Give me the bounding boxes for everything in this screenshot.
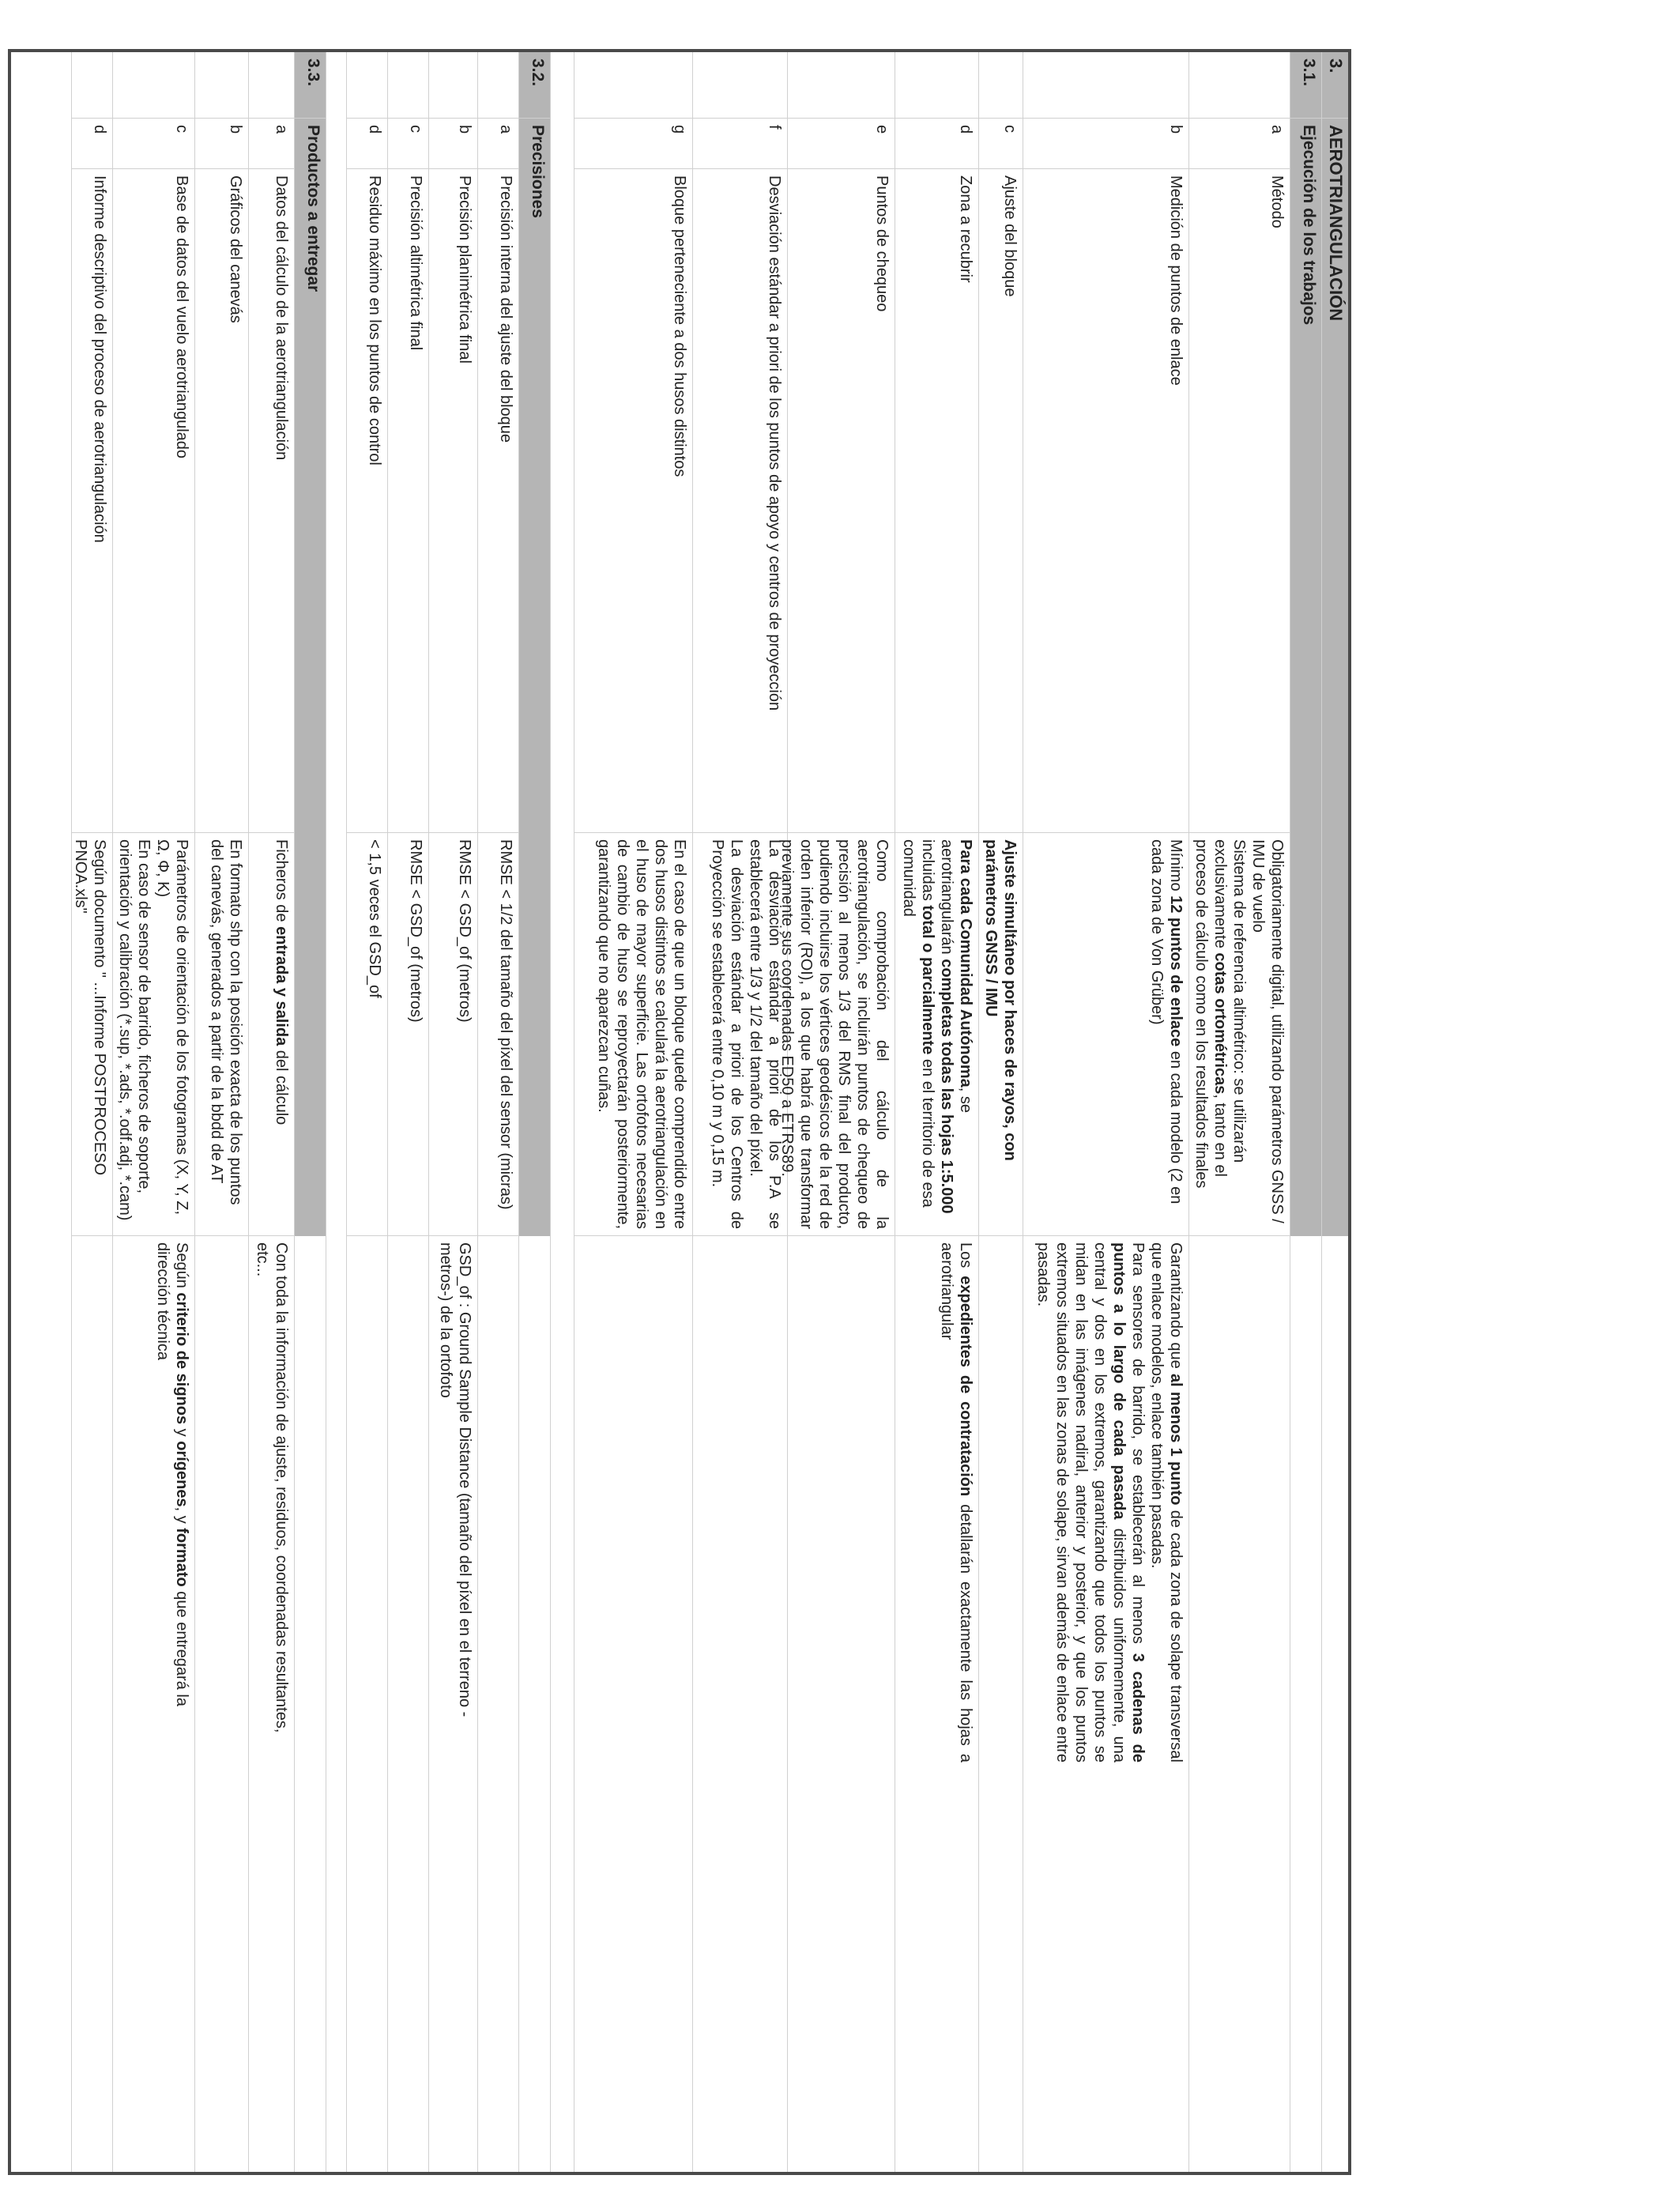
table-row (194, 52, 248, 2172)
table-row (1023, 52, 1188, 2172)
row-label: Residuo máximo en los puntos de control (347, 169, 387, 833)
spacer-row (550, 52, 574, 2172)
row-letter: b (1023, 119, 1188, 169)
table-row (895, 52, 978, 2172)
row-label: Método (1189, 169, 1290, 833)
row-spec: Como comprobación del cálculo de la aerotriangulación, se incluirán puntos de chequeo de precisión al menos 1/3 del RMS final del producto, pudiendo incluirse los vértices geodésicos de la red de orden inferior (ROI), a los que habrá que transformar previamente sus coordenadas ED50 a ETRS89. (788, 833, 895, 1236)
row-note (347, 1236, 387, 1769)
table-row (477, 52, 518, 2172)
row-note (574, 1236, 692, 1769)
row-letter: c (113, 119, 194, 169)
row-note (478, 1236, 518, 1769)
row-label: Desviación estándar a priori de los puntos de apoyo y centros de proyección (693, 169, 787, 833)
table-row (346, 52, 387, 2172)
row-spec: Para cada Comunidad Autónoma, se aerotriangularán completas todas las hojas 1:5.000 incluidas total o parcialmente en el territorio de esa comunidad (895, 833, 978, 1236)
group-header-row (294, 52, 326, 2172)
row-spec: En formato shp con la posición exacta de los puntos del canevás, generados a partir de la bbdd de AT (195, 833, 248, 1236)
row-letter: d (72, 119, 112, 169)
row-letter: g (574, 119, 692, 169)
table-row (978, 52, 1023, 2172)
row-spec: Según documento " ...Informe POSTPROCESO PNOA.xls" (72, 833, 112, 1236)
row-spec: Ajuste simultáneo por haces de rayos, con parámetros GNSS / IMU (979, 833, 1023, 1236)
group-number: 3.1. (1290, 52, 1321, 119)
row-spec: La desviación estándar a priori de los P.A se establecerá entre 1/3 y 1/2 del tamaño del píxel. La desviación estándar a priori de los Centros de Proyección se establecerá entre 0,10 m y 0,15 m. (693, 833, 787, 1236)
row-label: Bloque perteneciente a dos husos distintos (574, 169, 692, 833)
row-label: Gráficos del canevás (195, 169, 248, 833)
row-letter: b (195, 119, 248, 169)
group-number: 3.3. (295, 52, 326, 119)
row-label: Informe descriptivo del proceso de aerotriangulación (72, 169, 112, 833)
row-label: Precisión planimétrica final (429, 169, 477, 833)
row-note (72, 1236, 112, 1769)
row-note: GSD_of : Ground Sample Distance (tamaño del píxel en el terreno -metros-) de la ortofoto (437, 1242, 473, 1717)
row-spec: Obligatoriamente digital, utilizando parámetros GNSS / IMU de vuelo Sistema de referencia altimétrico: se utilizarán exclusivamente cotas ortométricas, tanto en el proceso de cálculo como en los resultados finales (1189, 833, 1290, 1236)
group-title: Ejecución de los trabajos (1290, 119, 1321, 1236)
group-number: 3.2. (519, 52, 550, 119)
group-title: Productos a entregar (295, 119, 326, 1236)
row-label: Puntos de chequeo (788, 169, 895, 833)
row-letter: f (693, 119, 787, 169)
row-letter: e (788, 119, 895, 169)
row-letter: a (478, 119, 518, 169)
row-spec: Parámetros de orientación de los fotogramas (X, Y, Z, Ω, Φ, K) En caso de sensor de barrido, ficheros de soporte, orientación y calibración (*.sup, *.ads, *.odf.adj, *.cam) (113, 833, 194, 1236)
table-row (387, 52, 428, 2172)
row-spec: RMSE < GSD_of (metros) (429, 833, 477, 1236)
row-note: Garantizando que al menos 1 punto de cada zona de solape transversal que enlace modelos, enlace también pasadas. Para sensores de barrido, se establecerán al menos 3 cadenas de puntos a lo largo de cada pasada distribuidos uniformemente, una central y dos en los extremos, garantizando que todos los puntos se midan en las imágenes nadiral, anterior y posterior, y que los puntos extremos situados en las zonas de solape, sirvan además de enlace entre pasadas. (1034, 1242, 1185, 1763)
row-letter: d (347, 119, 387, 169)
table-row (574, 52, 692, 2172)
row-label: Datos del cálculo de la aerotriangulación (249, 169, 294, 833)
row-spec: En el caso de que un bloque quede comprendido entre dos husos distintos se calculará la aerotriangulación en el huso de mayor superficie. Las ortofotos necesarias de cambio de huso se reproyectarán posteriormente, garantizando que no aparezcan cuñas. (574, 833, 692, 1236)
row-note: Los expedientes de contratación detallarán exactamente las hojas a aerotriangular (938, 1242, 974, 1763)
row-spec: Ficheros de entrada y salida del cálculo (249, 833, 294, 1236)
table-row (428, 52, 477, 2172)
row-note (388, 1236, 428, 1769)
row-label: Zona a recubrir (895, 169, 978, 833)
row-note (979, 1236, 1023, 1769)
table-row (112, 52, 194, 2172)
table-row (778, 52, 895, 2172)
row-label: Ajuste del bloque (979, 169, 1023, 833)
group-header-row (1290, 52, 1321, 2172)
group-title: Precisiones (519, 119, 550, 1236)
row-letter: a (249, 119, 294, 169)
row-letter: c (388, 119, 428, 169)
row-note: Según criterio de signos y orígenes, y formato que entregará la dirección técnica (154, 1242, 190, 1706)
section-number: 3. (1322, 52, 1348, 119)
table-row (692, 52, 787, 2172)
group-header-row (518, 52, 550, 2172)
row-letter: a (1189, 119, 1290, 169)
section-title: AEROTRIANGULACIÓN (1322, 119, 1348, 1236)
row-label: Precisión altimétrica final (388, 169, 428, 833)
spacer-row (326, 52, 346, 2172)
row-spec: RMSE < 1/2 del tamaño del píxel del sensor (micras) (478, 833, 518, 1236)
table-row (71, 52, 112, 2172)
row-letter: b (429, 119, 477, 169)
row-note: Con toda la información de ajuste, residuos, coordenadas resultantes, etc... (254, 1242, 290, 1733)
row-letter: c (979, 119, 1023, 169)
section-header-row (1321, 52, 1348, 2172)
row-label: Medición de puntos de enlace (1023, 169, 1188, 833)
row-label: Precisión interna del ajuste del bloque (478, 169, 518, 833)
row-note (788, 1236, 895, 1769)
table-row (248, 52, 294, 2172)
table-row (1188, 52, 1290, 2172)
row-note (195, 1236, 248, 1769)
rotated-table (8, 49, 1351, 2175)
row-note (693, 1236, 787, 1769)
row-spec: Mínimo 12 puntos de enlace en cada modelo (2 en cada zona de Von Grüber) (1023, 833, 1188, 1236)
row-label: Base de datos del vuelo aerotriangulado (113, 169, 194, 833)
row-spec: < 1,5 veces el GSD_of (347, 833, 387, 1236)
row-note (1189, 1236, 1290, 1769)
row-spec: RMSE < GSD_of (metros) (388, 833, 428, 1236)
row-letter: d (895, 119, 978, 169)
